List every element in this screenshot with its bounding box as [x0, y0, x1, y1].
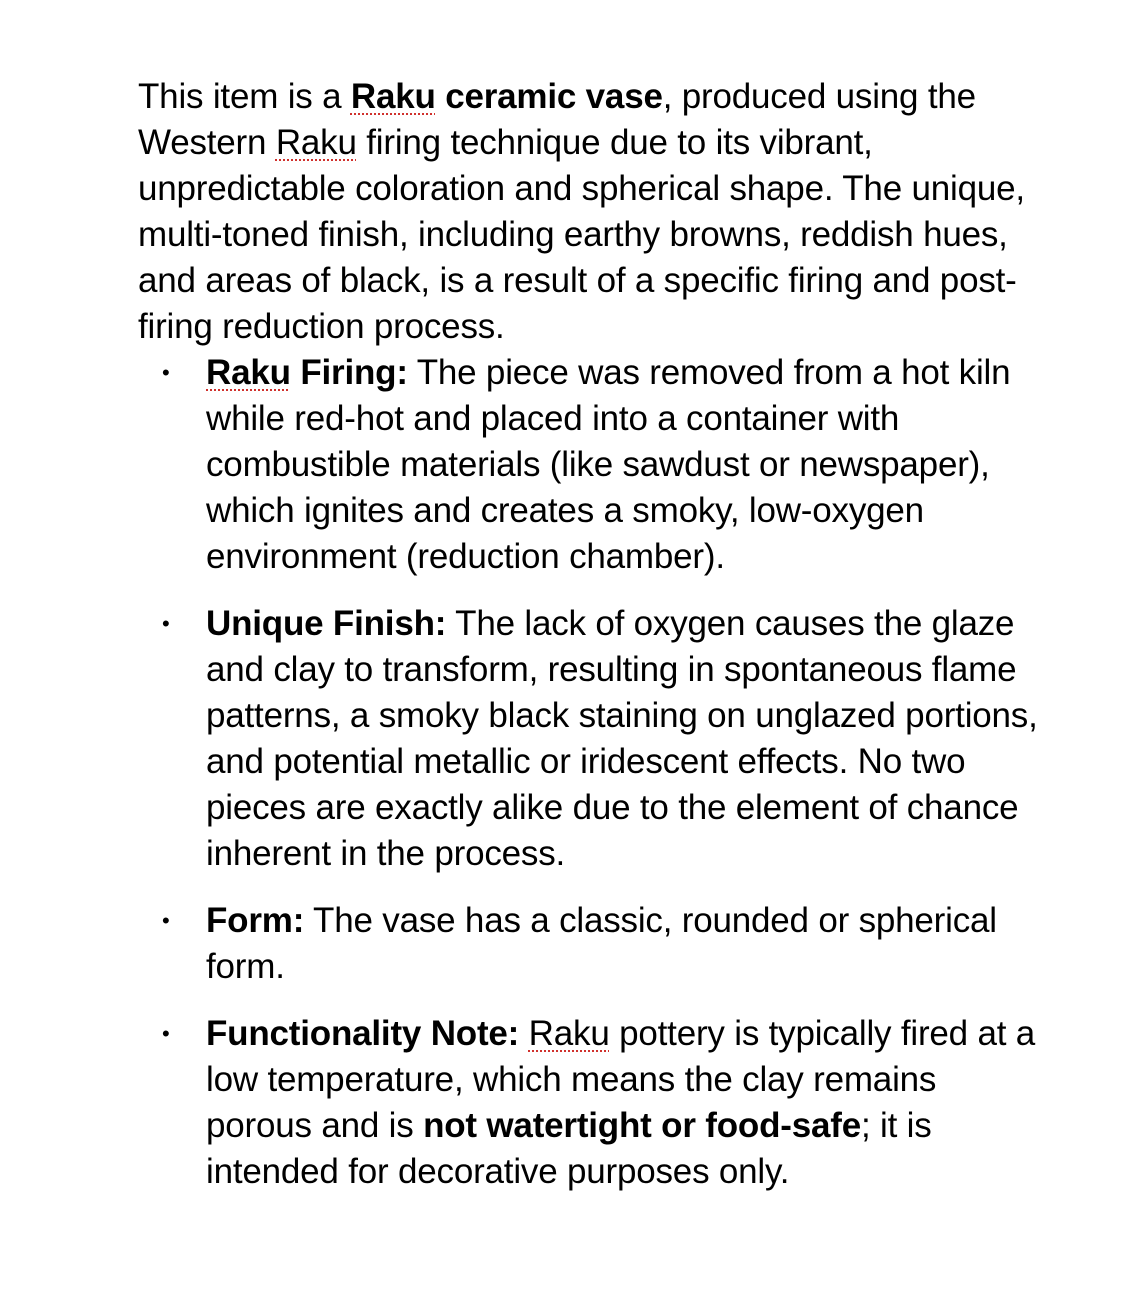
- bullet-text: pottery is typically fired at a low temperature, which means the clay remains porous and is: [206, 1014, 1036, 1145]
- warning-emphasis: not watertight or food-safe: [423, 1106, 861, 1145]
- bullet-text: The vase has a classic, rounded or spherical form.: [206, 901, 997, 986]
- spellcheck-word[interactable]: Raku: [206, 353, 291, 392]
- list-item-functionality-note: [138, 1011, 1038, 1195]
- bullet-term: Functionality Note:: [206, 1014, 520, 1053]
- intro-text-1: This item is a: [138, 77, 351, 116]
- bullet-text: The lack of oxygen causes the glaze and clay to transform, resulting in spontaneous flame patterns, a smoky black staining on unglazed portions, and potential metallic or iridescent effects. No two pieces are exactly alike due to the element of chance inherent in the process.: [206, 604, 1038, 873]
- bullet-term: Unique Finish:: [206, 604, 447, 643]
- list-item-unique-finish: [138, 601, 1038, 877]
- list-item-form: [138, 898, 1038, 990]
- intro-bold-term: Raku ceramic vase: [350, 77, 663, 116]
- bullet-term: Raku Firing:: [206, 353, 408, 392]
- bullet-icon: •: [162, 908, 170, 933]
- list-item-raku-firing: [138, 350, 1038, 580]
- bullet-icon: •: [162, 611, 170, 636]
- bullet-icon: •: [162, 1021, 170, 1046]
- bullet-text: The piece was removed from a hot kiln while red-hot and placed into a container with combustible materials (like sawdust or newspaper), which ignites and creates a smoky, low-oxygen environment (reduction chamber).: [206, 353, 1011, 576]
- bullet-icon: •: [162, 360, 170, 385]
- document-body: [138, 74, 1038, 1195]
- bullet-term: Form:: [206, 901, 305, 940]
- spellcheck-word[interactable]: Raku: [275, 123, 357, 162]
- intro-text-2: , produced using the Western: [138, 77, 976, 162]
- spellcheck-word[interactable]: Raku: [528, 1014, 610, 1053]
- intro-text-3: firing technique due to its vibrant, unpredictable coloration and spherical shape. The unique, multi-toned finish, including earthy browns, reddish hues, and areas of black, is a result of a specific firing and post-firing reduction process.: [138, 123, 1025, 346]
- spellcheck-word[interactable]: Raku: [350, 77, 436, 116]
- bullet-list: [138, 350, 1038, 1195]
- intro-paragraph: [138, 74, 1038, 350]
- bullet-text-end: ; it is intended for decorative purposes only.: [206, 1106, 932, 1191]
